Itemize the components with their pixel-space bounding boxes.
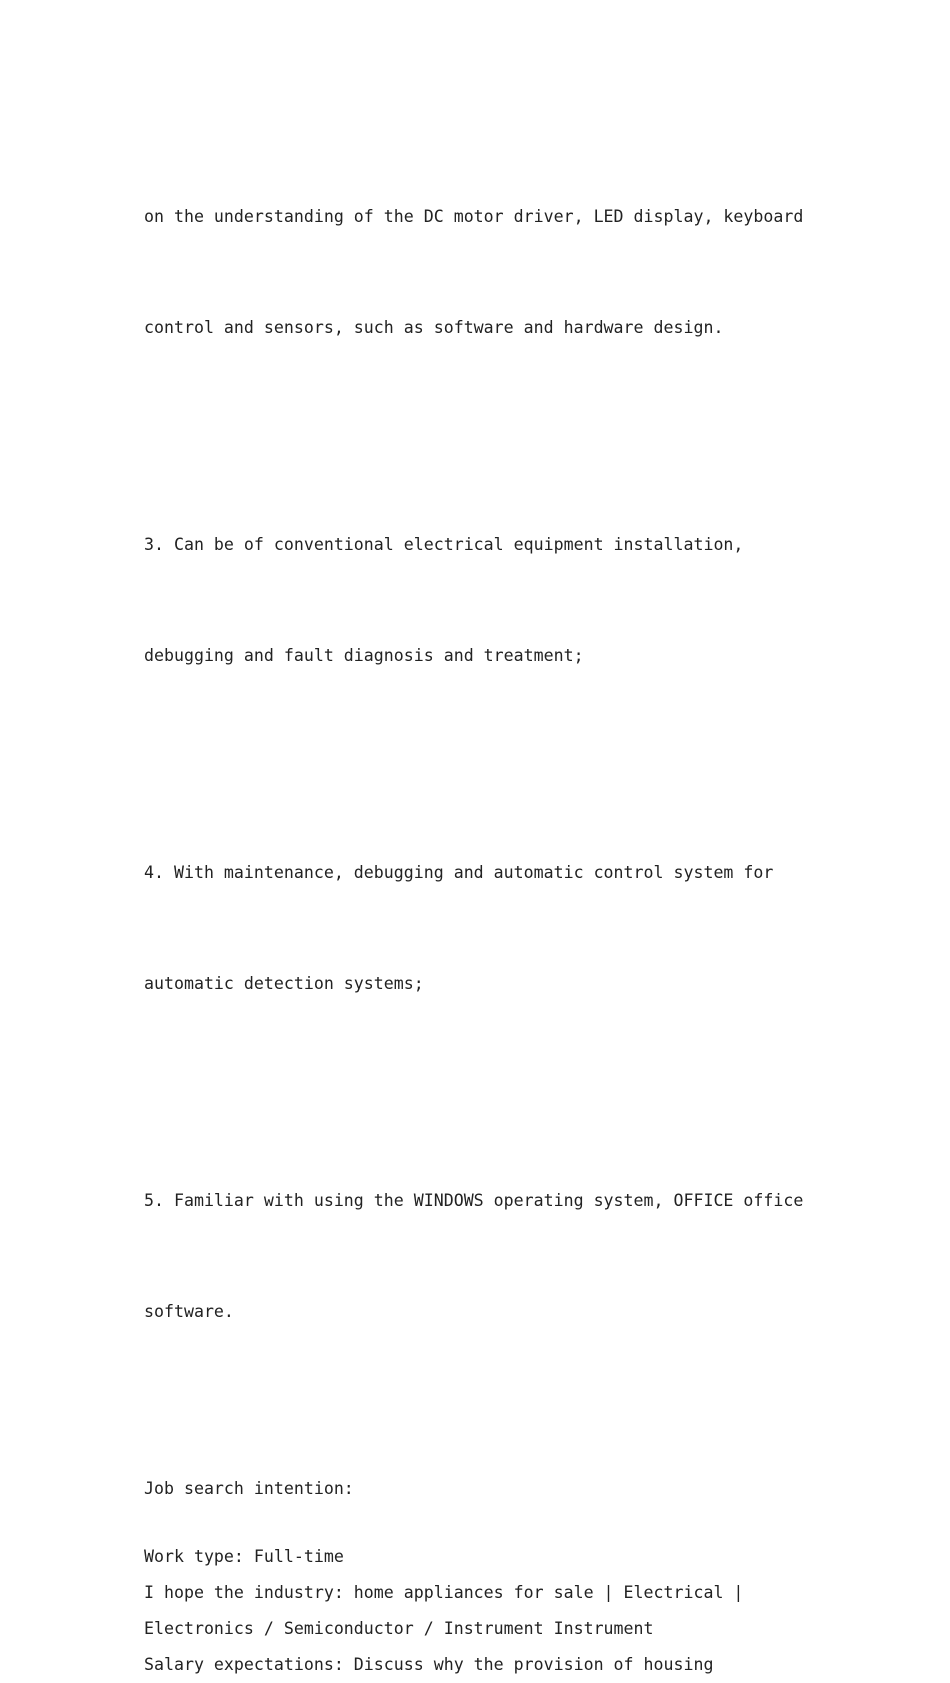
salary-line: Salary expectations: Discuss why the provision of housing bbox=[144, 1655, 714, 1674]
text-line: 4. With maintenance, debugging and automatic control system for bbox=[144, 863, 774, 882]
text-line: on the understanding of the DC motor driver, LED display, keyboard bbox=[144, 207, 804, 226]
text-line: software. bbox=[144, 1302, 234, 1321]
industry-line: I hope the industry: home appliances for sale | Electrical | bbox=[144, 1583, 744, 1602]
paragraph-skills-continued bbox=[144, 124, 804, 420]
text-line: 5. Familiar with using the WINDOWS operating system, OFFICE office bbox=[144, 1191, 804, 1210]
document-body bbox=[144, 124, 804, 1683]
paragraph-item-3 bbox=[144, 452, 804, 748]
text-line: control and sensors, such as software and hardware design. bbox=[144, 318, 724, 337]
paragraph-item-5 bbox=[144, 1108, 804, 1404]
text-line: debugging and fault diagnosis and treatment; bbox=[144, 646, 584, 665]
text-line: 3. Can be of conventional electrical equipment installation, bbox=[144, 535, 744, 554]
job-intention-details bbox=[144, 1539, 804, 1683]
work-type-line: Work type: Full-time bbox=[144, 1547, 344, 1566]
job-intention-heading: Job search intention: bbox=[144, 1479, 354, 1498]
industry-line-continued: Electronics / Semiconductor / Instrument Instrument bbox=[144, 1619, 654, 1638]
text-line: automatic detection systems; bbox=[144, 974, 424, 993]
paragraph-item-4 bbox=[144, 780, 804, 1076]
